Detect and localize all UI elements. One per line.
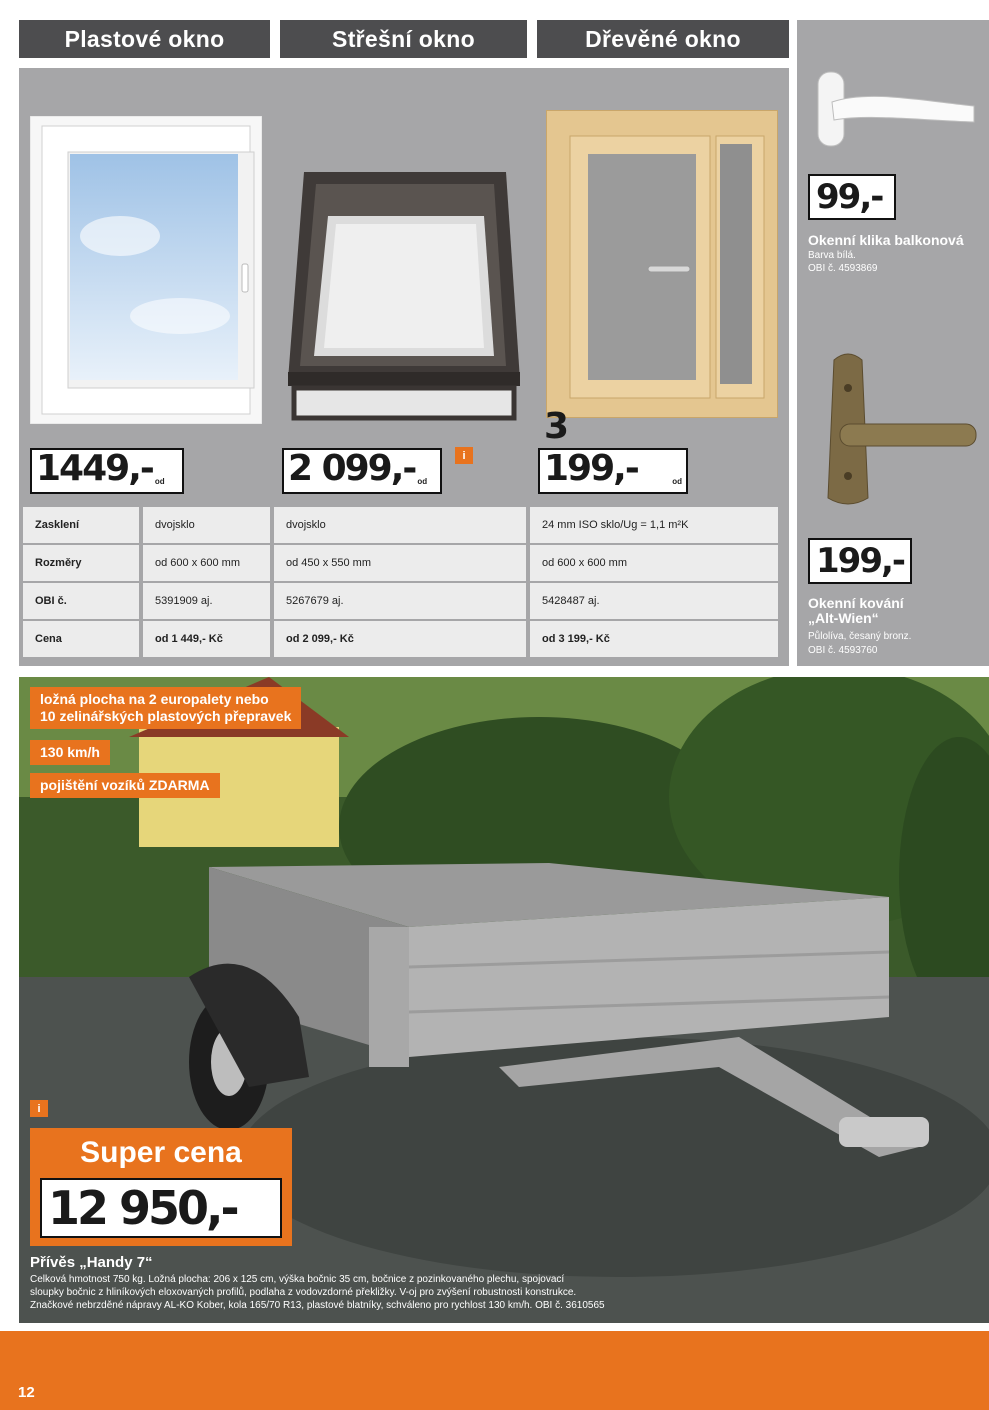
price-od: od bbox=[154, 477, 165, 486]
feature-label-capacity bbox=[30, 687, 301, 729]
price-value: 1449,- bbox=[36, 448, 153, 489]
price-value: 3 199,- bbox=[544, 406, 638, 489]
page-footer bbox=[0, 1331, 989, 1410]
price-tag-roof bbox=[282, 448, 442, 494]
product-code: OBI č. 4593760 bbox=[808, 645, 878, 656]
white-handle-image bbox=[808, 62, 980, 152]
description-line: sloupky bočnic z hliníkových eloxovaných profilů, podlaha z vodovzdorné překližky. V-oj pro zvýšení robustnosti konstrukce. bbox=[30, 1287, 577, 1298]
spec-header-obi: OBI č. bbox=[23, 583, 139, 619]
super-cena-label: Super cena bbox=[80, 1136, 242, 1169]
trailer-title: Přívěs „Handy 7“ bbox=[30, 1254, 153, 1271]
super-cena-box bbox=[30, 1128, 292, 1246]
price-tag-handle bbox=[808, 174, 896, 220]
spec-value: od 2 099,- Kč bbox=[274, 621, 526, 657]
spec-value: od 450 x 550 mm bbox=[274, 545, 526, 581]
spec-value: od 3 199,- Kč bbox=[530, 621, 778, 657]
price-value: 2 099,- bbox=[288, 448, 416, 489]
feature-label-line: 10 zelinářských plastových přepravek bbox=[40, 708, 292, 724]
price-tag-fitting bbox=[808, 538, 912, 584]
spec-value: 5391909 aj. bbox=[143, 583, 270, 619]
tab-stresni-okno: Střešní okno bbox=[280, 20, 527, 58]
spec-value: od 1 449,- Kč bbox=[143, 621, 270, 657]
price-tag-plastic bbox=[30, 448, 184, 494]
price-value: 99,- bbox=[816, 177, 883, 217]
spec-value: 5267679 aj. bbox=[274, 583, 526, 619]
spec-value: dvojsklo bbox=[143, 507, 270, 543]
wooden-window-image bbox=[546, 110, 778, 418]
spec-header-cena: Cena bbox=[23, 621, 139, 657]
info-badge[interactable]: i bbox=[30, 1100, 48, 1117]
spec-value: od 600 x 600 mm bbox=[530, 545, 778, 581]
tab-drevene-okno: Dřevěné okno bbox=[537, 20, 789, 58]
trailer-price: 12 950,- bbox=[48, 1181, 237, 1235]
tab-plastove-okno: Plastové okno bbox=[19, 20, 270, 58]
spec-header-rozmery: Rozměry bbox=[23, 545, 139, 581]
trailer-description bbox=[30, 1273, 605, 1312]
trailer-price-tag bbox=[40, 1178, 282, 1238]
bronze-fitting-image bbox=[814, 348, 980, 510]
product-code: OBI č. 4593869 bbox=[808, 263, 878, 274]
spec-value: dvojsklo bbox=[274, 507, 526, 543]
product-name: Okenní kování bbox=[808, 595, 904, 611]
price-tag-wooden bbox=[538, 406, 688, 494]
page-number: 12 bbox=[18, 1384, 35, 1401]
feature-label-speed: 130 km/h bbox=[30, 740, 110, 765]
product-name-model: „Alt-Wien“ bbox=[808, 610, 879, 626]
product-detail: Barva bílá. bbox=[808, 250, 856, 261]
product-name: Okenní klika balkonová bbox=[808, 232, 964, 248]
roof-window-image bbox=[284, 166, 524, 428]
description-line: Celková hmotnost 750 kg. Ložná plocha: 206 x 125 cm, výška bočnic 35 cm, bočnice z pozinkovaného plechu, spojovací bbox=[30, 1274, 565, 1285]
feature-label-line: ložná plocha na 2 europalety nebo bbox=[40, 691, 269, 707]
product-detail: Půlolíva, česaný bronz. bbox=[808, 631, 912, 642]
price-od: od bbox=[672, 477, 682, 486]
spec-value: od 600 x 600 mm bbox=[143, 545, 270, 581]
price-od: od bbox=[417, 477, 428, 486]
price-value: 199,- bbox=[816, 541, 904, 581]
spec-value: 24 mm ISO sklo/Ug = 1,1 m²K bbox=[530, 507, 778, 543]
spec-header-zaskleni: Zasklení bbox=[23, 507, 139, 543]
info-badge[interactable]: i bbox=[455, 447, 473, 464]
spec-value: 5428487 aj. bbox=[530, 583, 778, 619]
feature-label-insurance: pojištění vozíků ZDARMA bbox=[30, 773, 220, 798]
description-line: Značkové nebrzděné nápravy AL-KO Kober, kola 165/70 R13, plastové blatníky, schváleno pro rychlost 130 km/h. OBI č. 3610565 bbox=[30, 1300, 605, 1311]
plastic-window-image bbox=[30, 116, 262, 424]
